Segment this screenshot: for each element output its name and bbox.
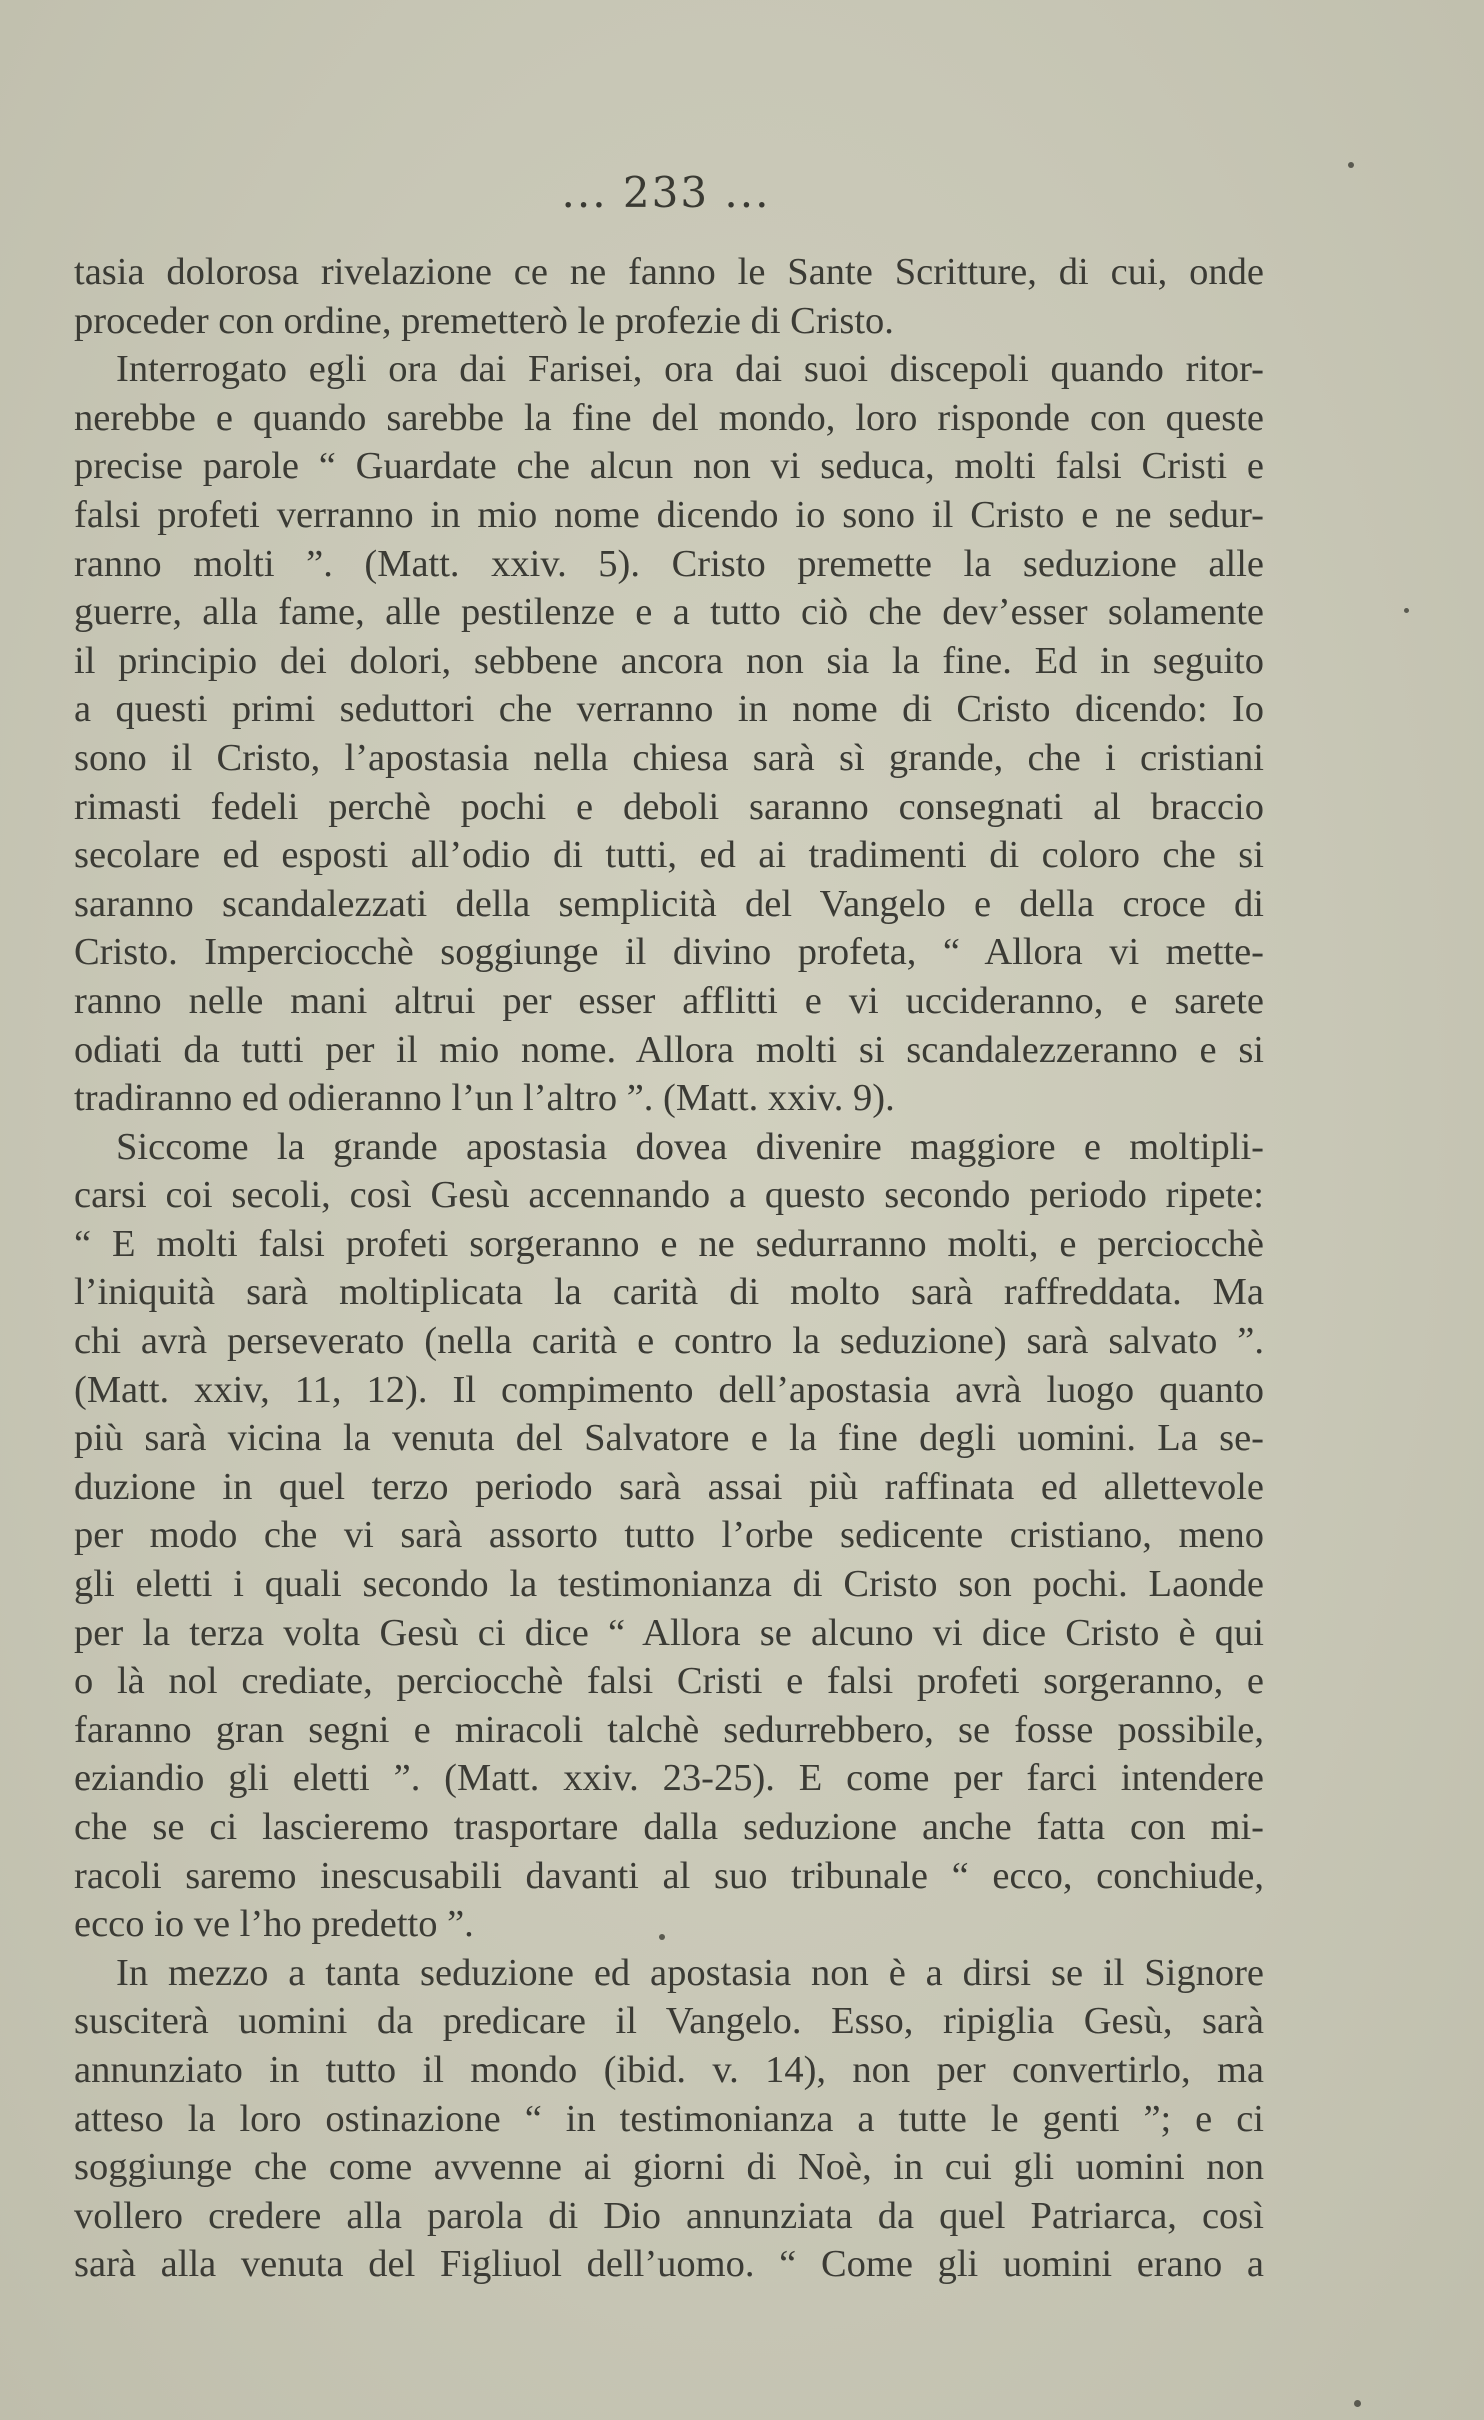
page-number: ... 233 ... bbox=[561, 168, 771, 217]
text-line: ranno molti ”. (Matt. xxiv. 5). Cristo premette la seduzione alle bbox=[74, 542, 1264, 585]
text-line: susciterà uomini da predicare il Vangelo. Esso, ripiglia Gesù, sarà bbox=[74, 2000, 1264, 2043]
text-line: soggiunge che come avvenne ai giorni di Noè, in cui gli uomini non bbox=[74, 2146, 1264, 2189]
text-line: precise parole “ Guardate che alcun non vi seduca, molti falsi Cristi e bbox=[74, 445, 1264, 488]
text-line: atteso la loro ostinazione “ in testimonianza a tutte le genti ”; e ci bbox=[74, 2097, 1264, 2140]
text-line: duzione in quel terzo periodo sarà assai più raffinata ed allettevole bbox=[74, 1465, 1264, 1508]
text-line: per modo che vi sarà assorto tutto l’orbe sedicente cristiano, meno bbox=[74, 1514, 1264, 1557]
text-line: il principio dei dolori, sebbene ancora non sia la fine. Ed in seguito bbox=[74, 639, 1264, 682]
text-line: tradiranno ed odieranno l’un l’altro ”. (Matt. xxiv. 9). bbox=[74, 1077, 895, 1120]
text-line: per la terza volta Gesù ci dice “ Allora se alcuno vi dice Cristo è qui bbox=[74, 1611, 1264, 1654]
text-line: vollero credere alla parola di Dio annunziata da quel Patriarca, così bbox=[74, 2194, 1264, 2237]
text-line: In mezzo a tanta seduzione ed apostasia non è a dirsi se il Signore bbox=[116, 1951, 1264, 1994]
text-line: nerebbe e quando sarebbe la fine del mondo, loro risponde con queste bbox=[74, 396, 1264, 439]
text-line: “ E molti falsi profeti sorgeranno e ne sedurranno molti, e perciocchè bbox=[74, 1222, 1264, 1265]
scan-speck bbox=[1348, 162, 1354, 168]
text-line: faranno gran segni e miracoli talchè sedurrebbero, se fosse possibile, bbox=[74, 1708, 1264, 1751]
text-line: saranno scandalezzati della semplicità del Vangelo e della croce di bbox=[74, 882, 1264, 925]
text-line: l’iniquità sarà moltiplicata la carità di molto sarà raffreddata. Ma bbox=[74, 1271, 1264, 1314]
text-line: che se ci lascieremo trasportare dalla seduzione anche fatta con mi- bbox=[74, 1806, 1264, 1848]
text-line: ranno nelle mani altrui per esser afflitti e vi uccideranno, e sarete bbox=[74, 979, 1264, 1022]
scan-speck bbox=[1354, 2400, 1361, 2407]
text-line: guerre, alla fame, alle pestilenze e a tutto ciò che dev’esser solamente bbox=[74, 591, 1264, 634]
text-line: eziandio gli eletti ”. (Matt. xxiv. 23-25). E come per farci intendere bbox=[74, 1757, 1264, 1800]
text-line: chi avrà perseverato (nella carità e contro la seduzione) sarà salvato ”. bbox=[74, 1320, 1264, 1363]
text-line: secolare ed esposti all’odio di tutti, ed ai tradimenti di coloro che si bbox=[74, 834, 1264, 877]
text-line: (Matt. xxiv, 11, 12). Il compimento dell’apostasia avrà luogo quanto bbox=[74, 1368, 1264, 1411]
text-line: Interrogato egli ora dai Farisei, ora dai suoi discepoli quando ritor- bbox=[116, 348, 1264, 391]
text-line: odiati da tutti per il mio nome. Allora molti si scandalezzeranno e si bbox=[74, 1028, 1264, 1071]
text-line: o là nol crediate, perciocchè falsi Cristi e falsi profeti sorgeranno, e bbox=[74, 1660, 1264, 1703]
text-line: carsi coi secoli, così Gesù accennando a questo secondo periodo ripete: bbox=[74, 1174, 1264, 1217]
text-line: ecco io ve l’ho predetto ”. bbox=[74, 1903, 474, 1946]
scan-speck bbox=[1404, 608, 1409, 613]
text-line: annunziato in tutto il mondo (ibid. v. 14), non per convertirlo, ma bbox=[74, 2048, 1264, 2091]
text-line: Siccome la grande apostasia dovea divenire maggiore e moltipli- bbox=[116, 1125, 1264, 1168]
text-line: proceder con ordine, premetterò le profezie di Cristo. bbox=[74, 299, 894, 342]
text-line: rimasti fedeli perchè pochi e deboli saranno consegnati al braccio bbox=[74, 785, 1264, 828]
text-line: tasia dolorosa rivelazione ce ne fanno le Sante Scritture, di cui, onde bbox=[74, 251, 1264, 293]
text-line: a questi primi seduttori che verranno in nome di Cristo dicendo: Io bbox=[74, 688, 1264, 731]
text-line: Cristo. Imperciocchè soggiunge il divino profeta, “ Allora vi mette- bbox=[74, 931, 1264, 974]
text-line: sarà alla venuta del Figliuol dell’uomo. “ Come gli uomini erano a bbox=[74, 2243, 1264, 2286]
text-line: sono il Cristo, l’apostasia nella chiesa sarà sì grande, che i cristiani bbox=[74, 736, 1264, 779]
body-text bbox=[74, 248, 1264, 2289]
text-line: gli eletti i quali secondo la testimonianza di Cristo son pochi. Laonde bbox=[74, 1563, 1264, 1606]
text-line: più sarà vicina la venuta del Salvatore e la fine degli uomini. La se- bbox=[74, 1417, 1264, 1460]
text-line: falsi profeti verranno in mio nome dicendo io sono il Cristo e ne sedur- bbox=[74, 493, 1264, 536]
scan-speck bbox=[659, 1934, 665, 1940]
text-line: racoli saremo inescusabili davanti al suo tribunale “ ecco, conchiude, bbox=[74, 1854, 1264, 1897]
